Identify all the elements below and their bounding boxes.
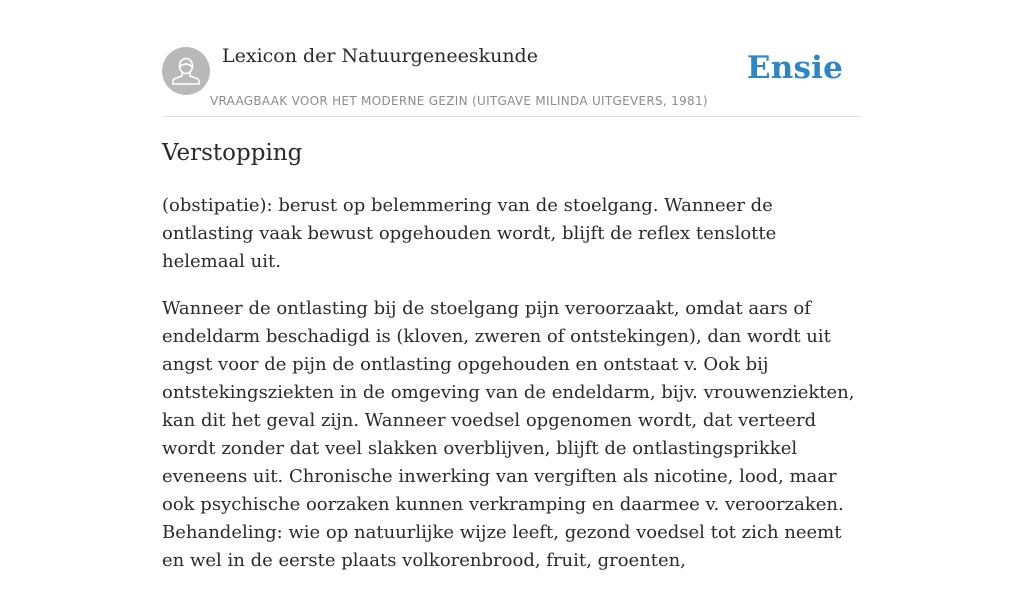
entry-body bbox=[162, 192, 862, 594]
brand-logo[interactable]: Ensie bbox=[746, 50, 843, 86]
entry-paragraph: (obstipatie): berust op belemmering van de stoelgang. Wanneer de ontlasting vaak bewust opgehouden wordt, blijft de reflex tenslotte helemaal uit. bbox=[162, 195, 777, 272]
entry-title: Verstopping bbox=[162, 140, 303, 166]
source-title[interactable]: Lexicon der Natuurgeneeskunde bbox=[222, 45, 538, 67]
entry-paragraph: Wanneer de ontlasting bij de stoelgang pijn veroorzaakt, omdat aars of endeldarm beschadigd is (kloven, zweren of ontstekingen), dan wordt uit angst voor de pijn de ontlasting opgehouden en ontstaat v. Ook bij ontstekingsziekten in de omgeving van de endeldarm, bijv. vrouwenziekten, kan dit het geval zijn. Wanneer voedsel opgenomen wordt, dat verteerd wordt zonder dat veel slakken overblijven, blijft de ontlastingsprikkel eveneens uit. Chronische inwerking van vergiften als nicotine, lood, maar ook psychische oorzaken kunnen verkramping en daarmee v. veroorzaken. Behandeling: wie op natuurlijke wijze leeft, gezond voedsel tot zich neemt en wel in de eerste plaats volkorenbrood, fruit, groenten, bbox=[162, 298, 855, 571]
page bbox=[162, 0, 862, 571]
source-avatar[interactable] bbox=[162, 47, 210, 95]
source-subtitle: VRAAGBAAK VOOR HET MODERNE GEZIN (UITGAVE MILINDA UITGEVERS, 1981) bbox=[210, 94, 708, 108]
source-header bbox=[162, 0, 862, 117]
user-icon bbox=[162, 47, 210, 95]
